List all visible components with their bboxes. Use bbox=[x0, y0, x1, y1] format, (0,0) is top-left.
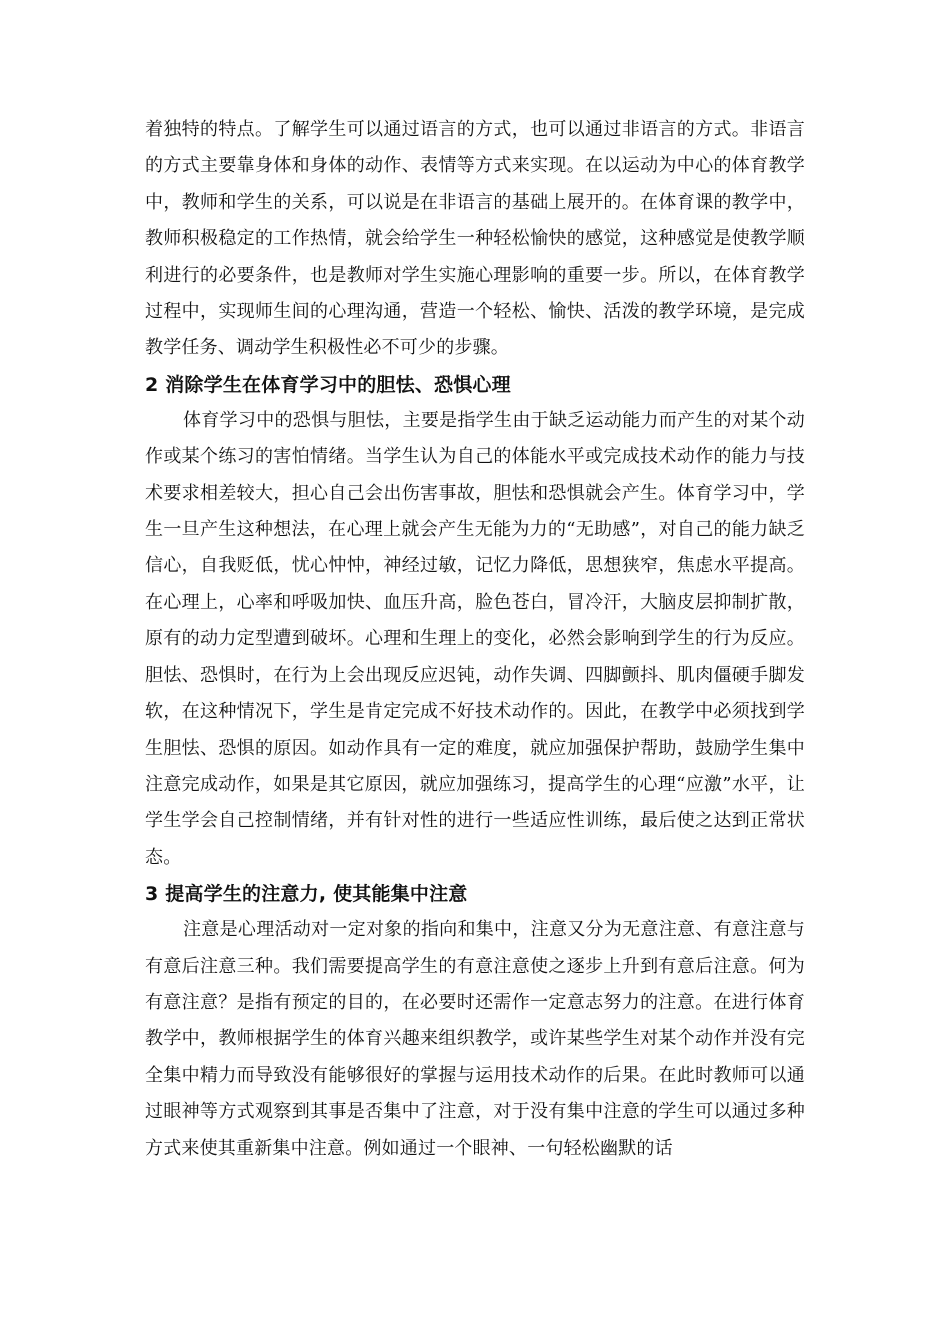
paragraph-3: 注意是心理活动对一定对象的指向和集中，注意又分为无意注意、有意注意与有意后注意三种。我们需要提高学生的有意注意使之逐步上升到有意后注意。何为有意注意？是指有预定的目的，在必要时还需作一定意志努力的注意。在进行体育教学中，教师根据学生的体育兴趣来组织教学，或许某些学生对某个动作并没有完全集中精力而导致没有能够很好的掌握与运用技术动作的后果。在此时教师可以通过眼神等方式观察到其事是否集中了注意，对于没有集中注意的学生可以通过多种方式来使其重新集中注意。例如通过一个眼神、一句轻松幽默的话 bbox=[145, 919, 805, 1159]
section-heading-3: 3 提高学生的注意力, 使其能集中注意 bbox=[145, 883, 468, 906]
document-page bbox=[145, 112, 805, 1167]
paragraph-2: 体育学习中的恐惧与胆怯，主要是指学生由于缺乏运动能力而产生的对某个动作或某个练习的害怕情绪。当学生认为自己的体能水平或完成技术动作的能力与技术要求相差较大，担心自己会出伤害事故，胆怯和恐惧就会产生。体育学习中，学生一旦产生这种想法，在心理上就会产生无能为力的“无助感”，对自己的能力缺乏信心，自我贬低，忧心忡忡，神经过敏，记忆力降低，思想狭窄，焦虑水平提高。在心理上，心率和呼吸加快、血压升高，脸色苍白，冒冷汗，大脑皮层抑制扩散，原有的动力定型遭到破坏。心理和生理上的变化，必然会影响到学生的行为反应。胆怯、恐惧时，在行为上会出现反应迟钝，动作失调、四脚颤抖、肌肉僵硬手脚发软，在这种情况下，学生是肯定完成不好技术动作的。因此，在教学中必须找到学生胆怯、恐惧的原因。如动作具有一定的难度，就应加强保护帮助，鼓励学生集中注意完成动作，如果是其它原因，就应加强练习，提高学生的心理“应激”水平，让学生学会自己控制情绪，并有针对性的进行一些适应性训练，最后使之达到正常状态。 bbox=[145, 409, 805, 868]
paragraph-1: 着独特的特点。了解学生可以通过语言的方式，也可以通过非语言的方式。非语言的方式主要靠身体和身体的动作、表情等方式来实现。在以运动为中心的体育教学中，教师和学生的关系，可以说是在非语言的基础上展开的。在体育课的教学中，教师积极稳定的工作热情，就会给学生一种轻松愉快的感觉，这种感觉是使教学顺利进行的必要条件，也是教师对学生实施心理影响的重要一步。所以，在体育教学过程中，实现师生间的心理沟通，营造一个轻松、愉快、活泼的教学环境，是完成教学任务、调动学生积极性必不可少的步骤。 bbox=[145, 119, 805, 359]
section-heading-2: 2 消除学生在体育学习中的胆怯、恐惧心理 bbox=[145, 373, 511, 396]
